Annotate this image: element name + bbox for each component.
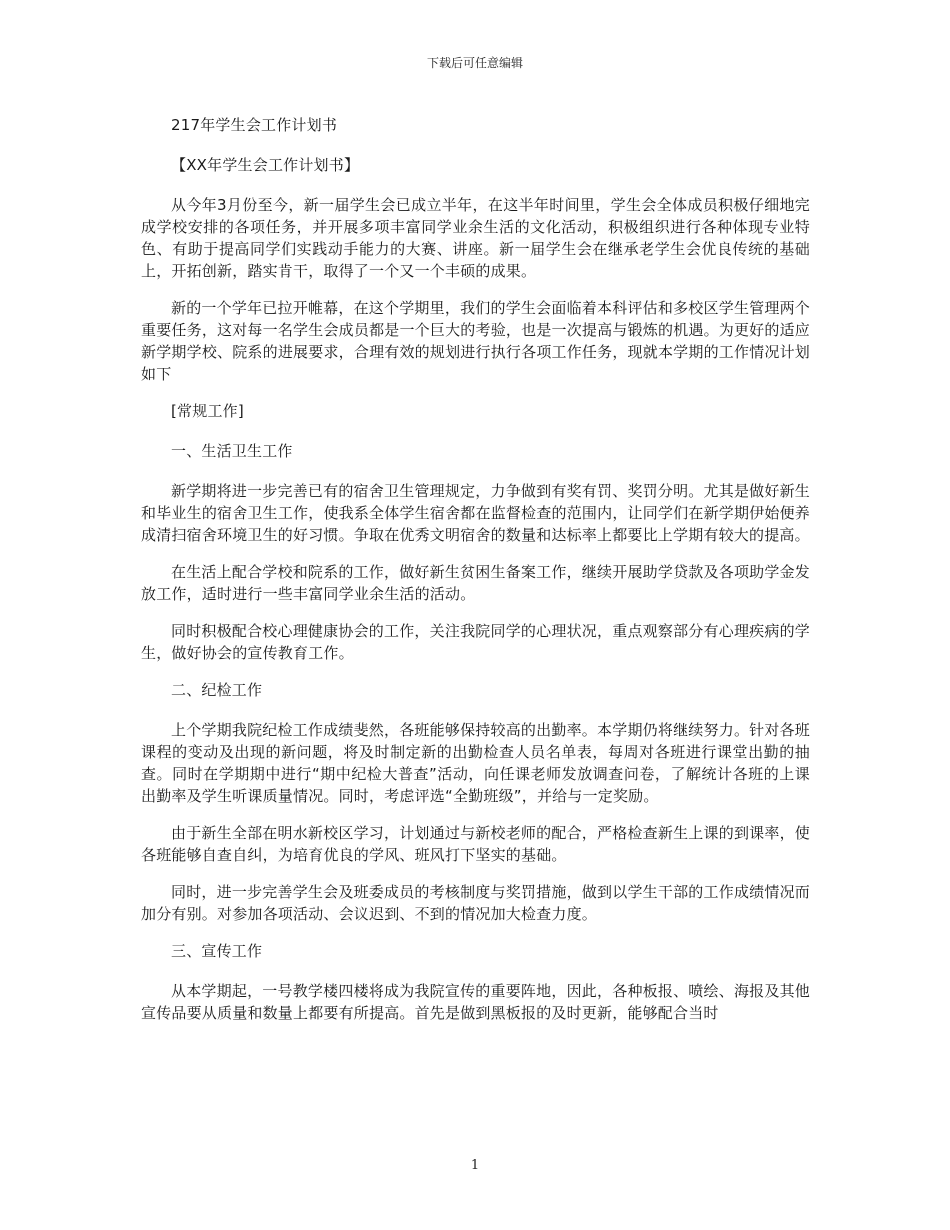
section-heading-discipline: 二、纪检工作 [171, 681, 263, 699]
paragraph-hygiene-2: 在生活上配合学校和院系的工作，做好新生贫困生备案工作，继续开展助学贷款及各项助学金发放工作，适时进行一些丰富同学业余生活的活动。 [141, 563, 810, 603]
document-body [141, 114, 810, 1039]
paragraph-discipline-2: 由于新生全部在明水新校区学习，计划通过与新校老师的配合，严格检查新生上课的到课率，使各班能够自查自纠，为培育优良的学风、班风打下坚实的基础。 [141, 824, 810, 864]
document-subtitle: 【XX年学生会工作计划书】 [171, 156, 360, 174]
paragraph-new-semester: 新的一个学年已拉开帷幕，在这个学期里，我们的学生会面临着本科评估和多校区学生管理两个重要任务，这对每一名学生会成员都是一个巨大的考验，也是一次提高与锻炼的机遇。为更好的适应新学期学校、院系的进展要求，合理有效的规划进行执行各项工作任务，现就本学期的工作情况计划如下 [141, 299, 810, 383]
section-heading-hygiene: 一、生活卫生工作 [171, 442, 293, 460]
paragraph-hygiene-1: 新学期将进一步完善已有的宿舍卫生管理规定，力争做到有奖有罚、奖罚分明。尤其是做好新生和毕业生的宿舍卫生工作，使我系全体学生宿舍都在监督检查的范围内，让同学们在新学期伊始便养成清扫宿舍环境卫生的好习惯。争取在优秀文明宿舍的数量和达标率上都要比上学期有较大的提高。 [141, 482, 810, 544]
paragraph-hygiene-3: 同时积极配合校心理健康协会的工作，关注我院同学的心理状况，重点观察部分有心理疾病的学生，做好协会的宣传教育工作。 [141, 622, 810, 662]
section-heading-publicity: 三、宣传工作 [171, 942, 263, 960]
paragraph-discipline-1: 上个学期我院纪检工作成绩斐然，各班能够保持较高的出勤率。本学期仍将继续努力。针对各班课程的变动及出现的新问题，将及时制定新的出勤检查人员名单表，每周对各班进行课堂出勤的抽查。同时在学期期中进行“期中纪检大普查”活动，向任课老师发放调查问卷，了解统计各班的上课出勤率及学生听课质量情况。同时，考虑评选“全勤班级”，并给与一定奖励。 [141, 721, 810, 805]
document-title: 217年学生会工作计划书 [171, 116, 338, 134]
paragraph-discipline-3: 同时，进一步完善学生会及班委成员的考核制度与奖罚措施，做到以学生干部的工作成绩情况而加分有别。对参加各项活动、会议迟到、不到的情况加大检查力度。 [141, 883, 810, 923]
paragraph-intro: 从今年3月份至今，新一届学生会已成立半年，在这半年时间里，学生会全体成员积极仔细地完成学校安排的各项任务，并开展多项丰富同学业余生活的文化活动，积极组织进行各种体现专业特色、有助于提高同学们实践动手能力的大赛、讲座。新一届学生会在继承老学生会优良传统的基础上，开拓创新，踏实肯干，取得了一个又一个丰硕的成果。 [141, 196, 810, 280]
paragraph-publicity-1: 从本学期起，一号教学楼四楼将成为我院宣传的重要阵地，因此，各种板报、喷绘、海报及其他宣传品要从质量和数量上都要有所提高。首先是做到黑板报的及时更新，能够配合当时 [141, 982, 810, 1022]
page-number: 1 [470, 1158, 480, 1173]
page-header-note: 下载后可任意编辑 [426, 56, 523, 70]
section-heading-routine: [常规工作] [171, 402, 244, 420]
